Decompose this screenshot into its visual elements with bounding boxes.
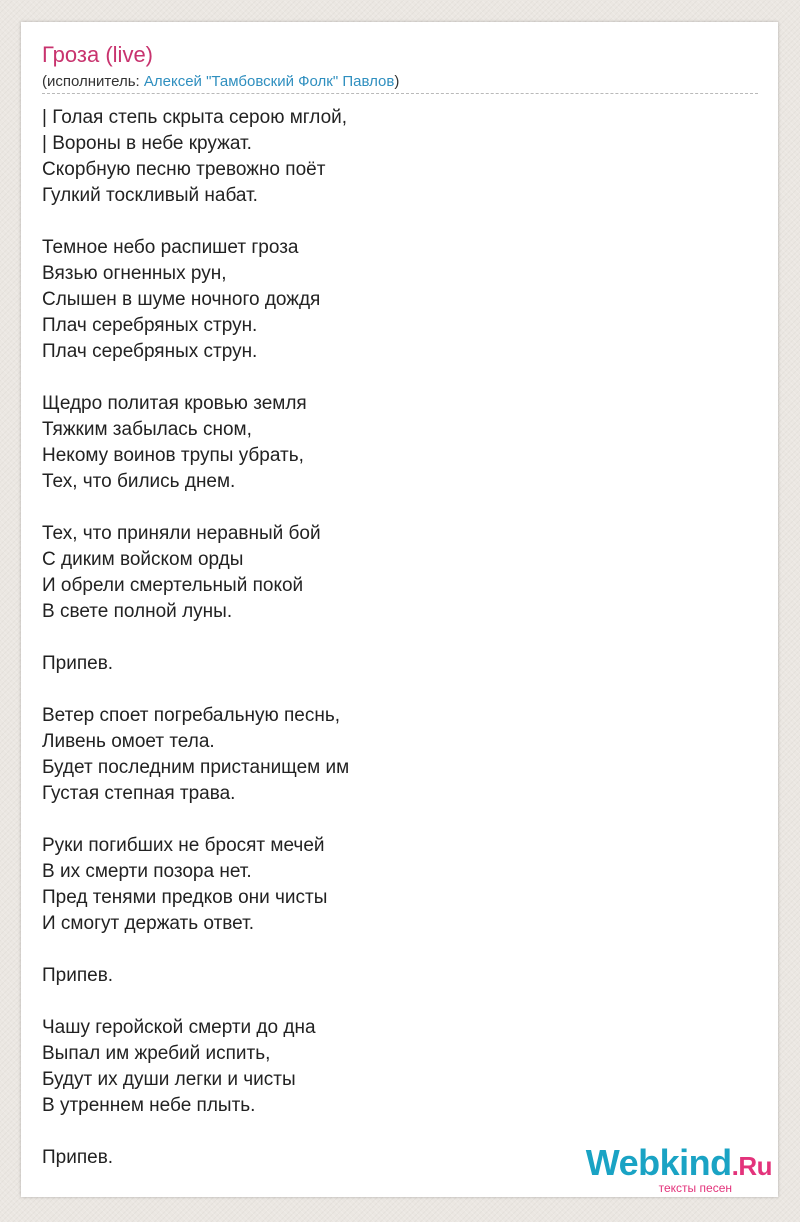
lyric-line: Некому воинов трупы убрать, <box>42 445 304 466</box>
logo-tld: .Ru <box>731 1151 772 1181</box>
lyric-line: Скорбную песню тревожно поёт <box>42 159 326 180</box>
lyrics-text <box>42 105 349 1171</box>
webkind-logo[interactable] <box>585 1142 772 1195</box>
lyric-line: И смогут держать ответ. <box>42 913 254 934</box>
lyric-line: И обрели смертельный покой <box>42 575 304 596</box>
lyric-line: С диким войском орды <box>42 549 244 570</box>
artist-link[interactable]: Алексей "Тамбовский Фолк" Павлов <box>143 73 395 90</box>
logo-brand: Webkind <box>585 1142 732 1183</box>
lyric-line: Темное небо распишет гроза <box>42 237 299 258</box>
lyric-line: Припев. <box>42 965 114 986</box>
lyric-line: Слышен в шуме ночного дождя <box>42 289 321 310</box>
lyric-line: Тех, что приняли неравный бой <box>42 523 321 544</box>
lyric-line: Густая степная трава. <box>42 783 236 804</box>
lyric-line: В их смерти позора нет. <box>42 861 252 882</box>
lyric-line: Руки погибших не бросят мечей <box>42 835 325 856</box>
lyric-line: | Голая степь скрыта серою мглой, <box>42 107 348 128</box>
lyric-line: В утреннем небе плыть. <box>42 1095 256 1116</box>
artist-suffix: ) <box>394 73 400 90</box>
song-title: Гроза (live) <box>42 42 153 67</box>
lyric-line: Ливень омоет тела. <box>42 731 215 752</box>
lyric-line: Припев. <box>42 653 114 674</box>
lyric-line: Будет последним пристанищем им <box>42 757 350 778</box>
lyric-line: Припев. <box>42 1147 114 1168</box>
logo-tagline: тексты песен <box>658 1181 732 1195</box>
lyric-line: Тех, что бились днем. <box>42 471 236 492</box>
lyric-line: Вязью огненных рун, <box>42 263 227 284</box>
lyrics-card <box>21 22 778 1197</box>
logo-wordmark <box>585 1142 772 1184</box>
lyric-line: Выпал им жребий испить, <box>42 1043 271 1064</box>
lyric-line: Пред тенями предков они чисты <box>42 887 328 908</box>
lyric-line: Плач серебряных струн. <box>42 315 258 336</box>
lyric-line: Тяжким забылась сном, <box>42 419 252 440</box>
lyric-line: | Вороны в небе кружат. <box>42 133 252 154</box>
lyric-line: Будут их души легки и чисты <box>42 1069 296 1090</box>
artist-prefix: (исполнитель: <box>42 73 144 90</box>
lyric-line: Щедро политая кровью земля <box>42 393 307 414</box>
lyric-line: Чашу геройской смерти до дна <box>42 1017 316 1038</box>
lyric-line: Плач серебряных струн. <box>42 341 258 362</box>
artist-line <box>42 72 758 94</box>
lyric-line: Гулкий тоскливый набат. <box>42 185 258 206</box>
lyric-line: Ветер споет погребальную песнь, <box>42 705 341 726</box>
lyric-line: В свете полной луны. <box>42 601 233 622</box>
